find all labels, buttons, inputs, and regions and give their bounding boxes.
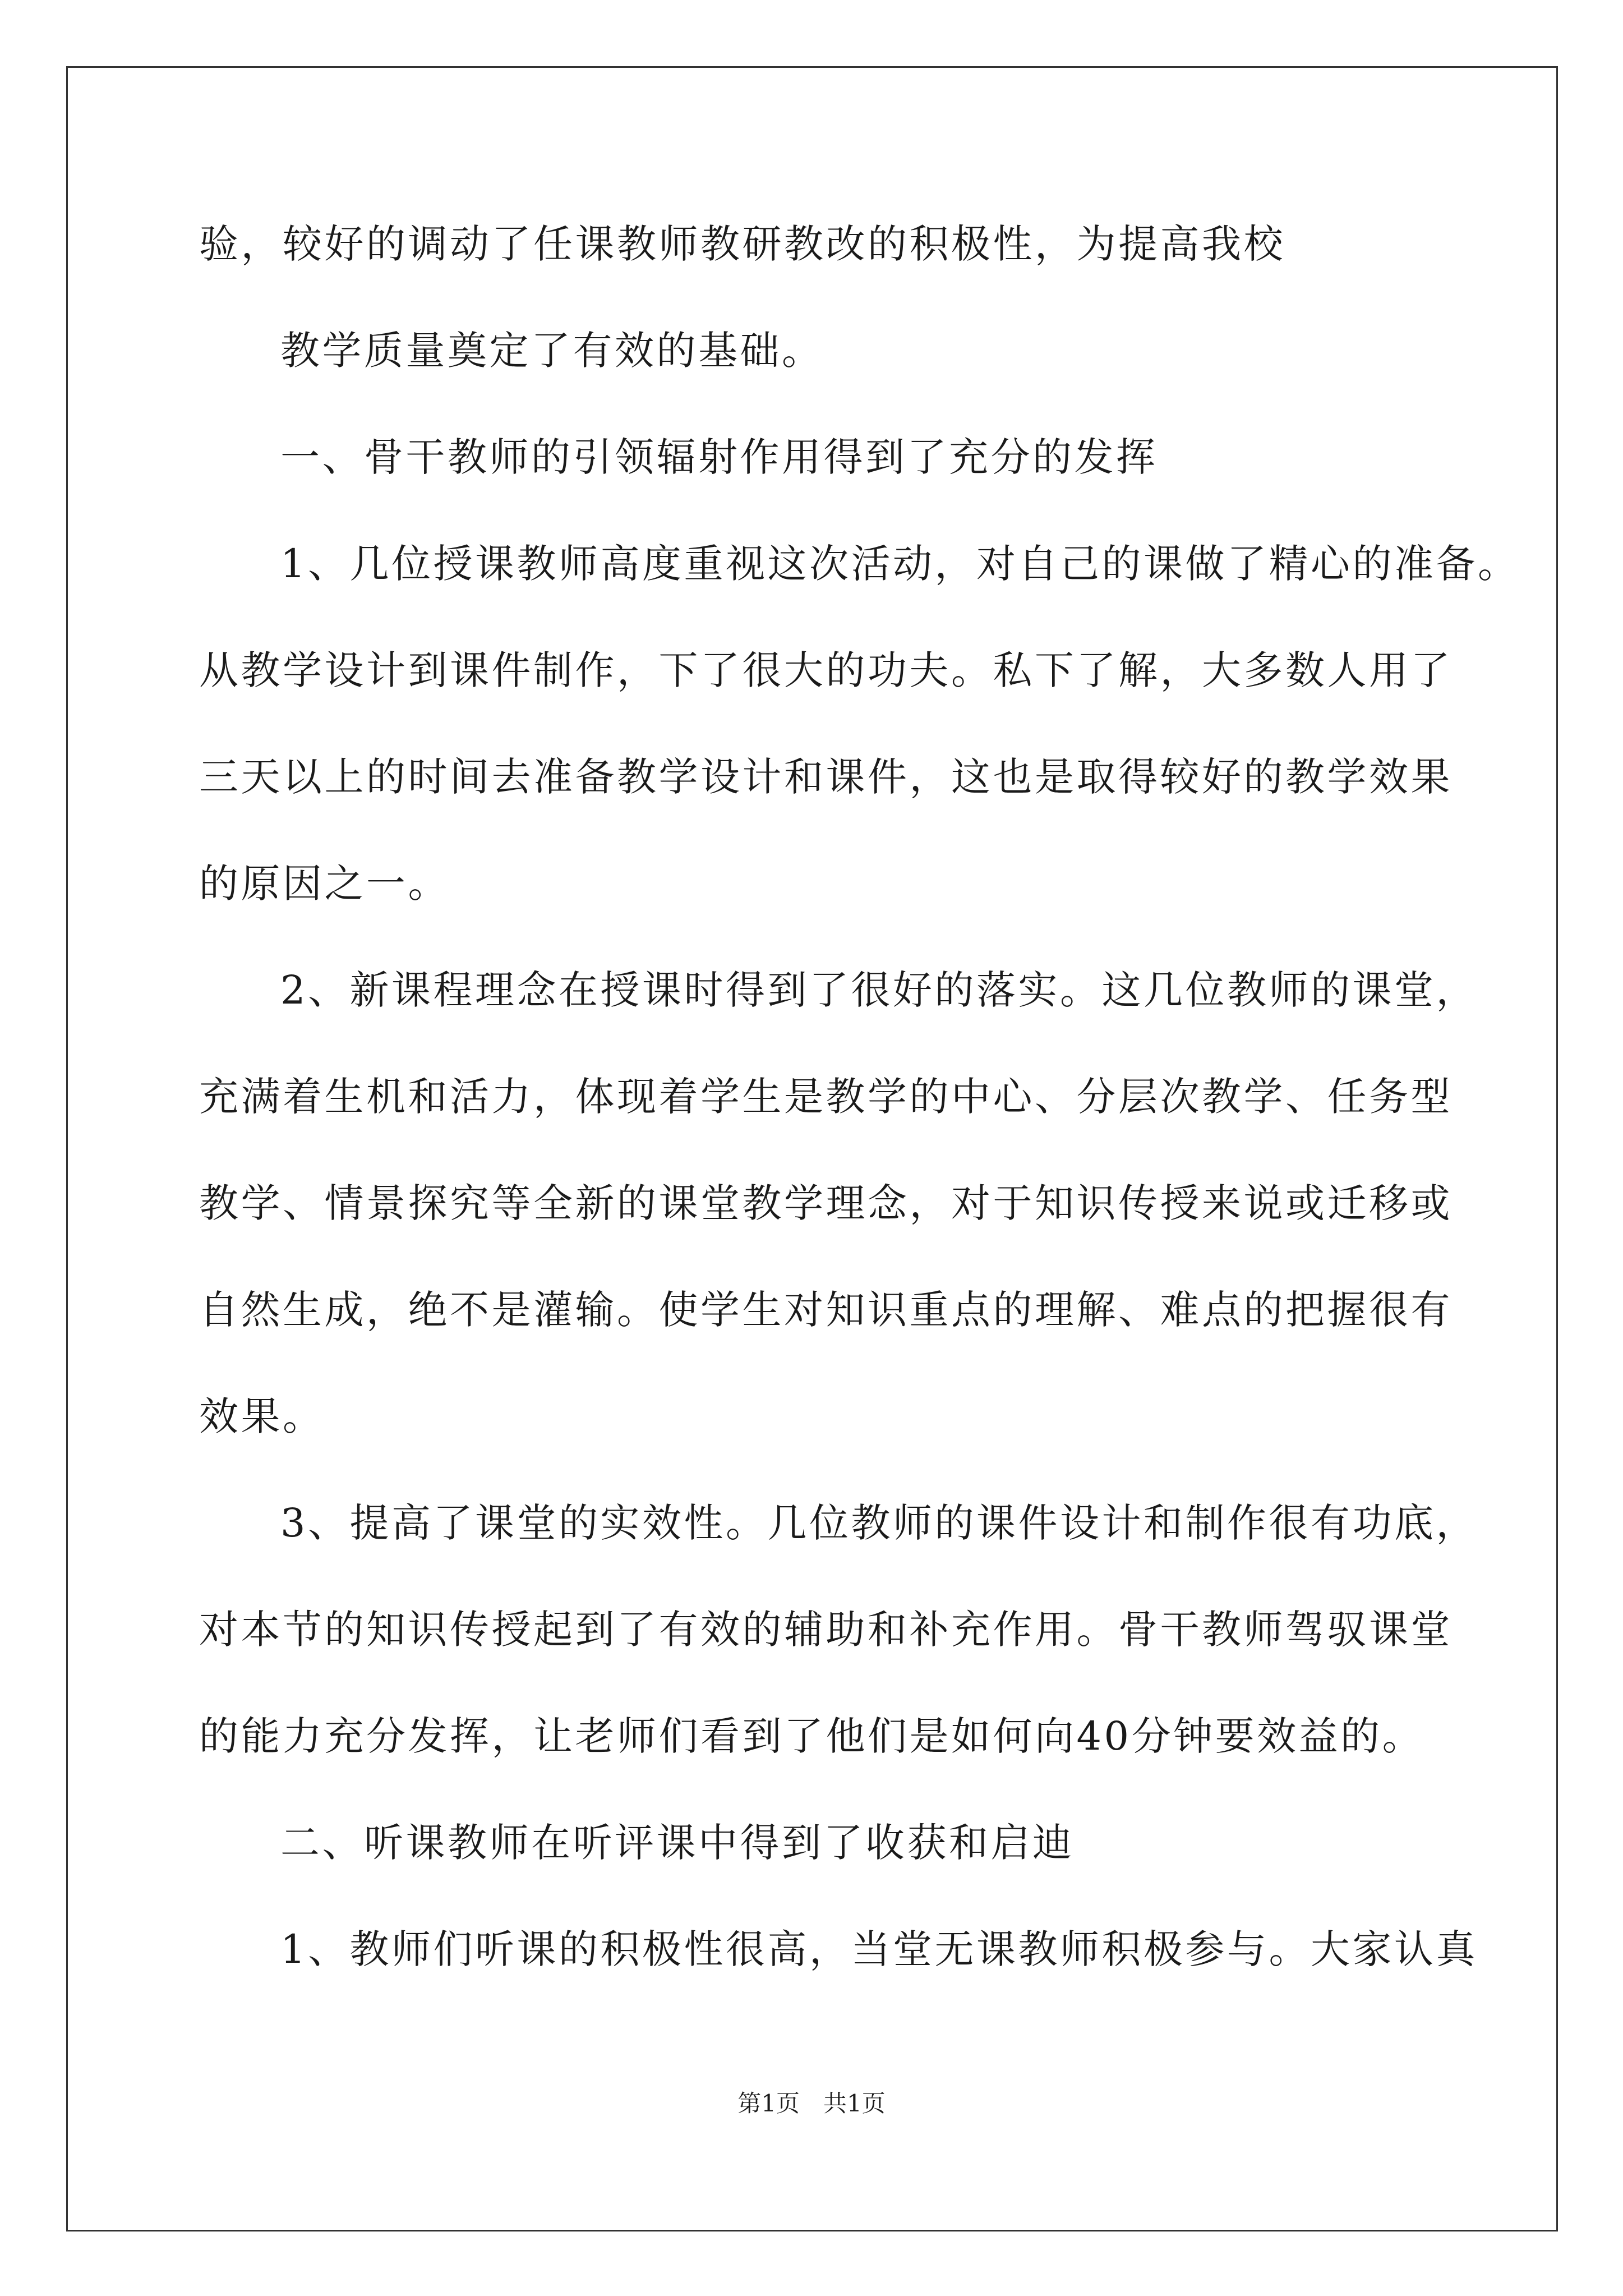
page-number-footer: 第1页 共1页	[737, 2090, 886, 2117]
text-line: 1、几位授课教师高度重视这次活动，对自己的课做了精心的准备。	[280, 541, 1520, 587]
text-line: 1、教师们听课的积极性很高，当堂无课教师积极参与。大家认真	[280, 1926, 1478, 1972]
text-line: 的原因之一。	[199, 861, 450, 907]
section-heading: 一、骨干教师的引领辐射作用得到了充分的发挥	[280, 434, 1158, 480]
page-frame	[66, 66, 1558, 2231]
section-heading: 二、听课教师在听评课中得到了收获和启迪	[280, 1820, 1075, 1866]
text-line: 教学质量奠定了有效的基础。	[280, 328, 824, 374]
text-line: 自然生成，绝不是灌输。使学生对知识重点的理解、难点的把握很有	[199, 1287, 1453, 1333]
text-line: 2、新课程理念在授课时得到了很好的落实。这几位教师的课堂，	[280, 967, 1478, 1013]
text-line: 3、提高了课堂的实效性。几位教师的课件设计和制作很有功底，	[280, 1500, 1478, 1546]
text-line: 验，较好的调动了任课教师教研教改的积极性，为提高我校	[199, 221, 1285, 267]
text-line: 的能力充分发挥，让老师们看到了他们是如何向40分钟要效益的。	[199, 1713, 1424, 1759]
text-line: 教学、情景探究等全新的课堂教学理念，对于知识传授来说或迁移或	[199, 1180, 1453, 1226]
text-line: 三天以上的时间去准备教学设计和课件，这也是取得较好的教学效果	[199, 754, 1453, 800]
text-line: 对本节的知识传授起到了有效的辅助和补充作用。骨干教师驾驭课堂	[199, 1607, 1453, 1653]
text-line: 充满着生机和活力，体现着学生是教学的中心、分层次教学、任务型	[199, 1074, 1453, 1120]
text-line: 效果。	[199, 1393, 325, 1439]
text-line: 从教学设计到课件制作，下了很大的功夫。私下了解，大多数人用了	[199, 647, 1453, 693]
